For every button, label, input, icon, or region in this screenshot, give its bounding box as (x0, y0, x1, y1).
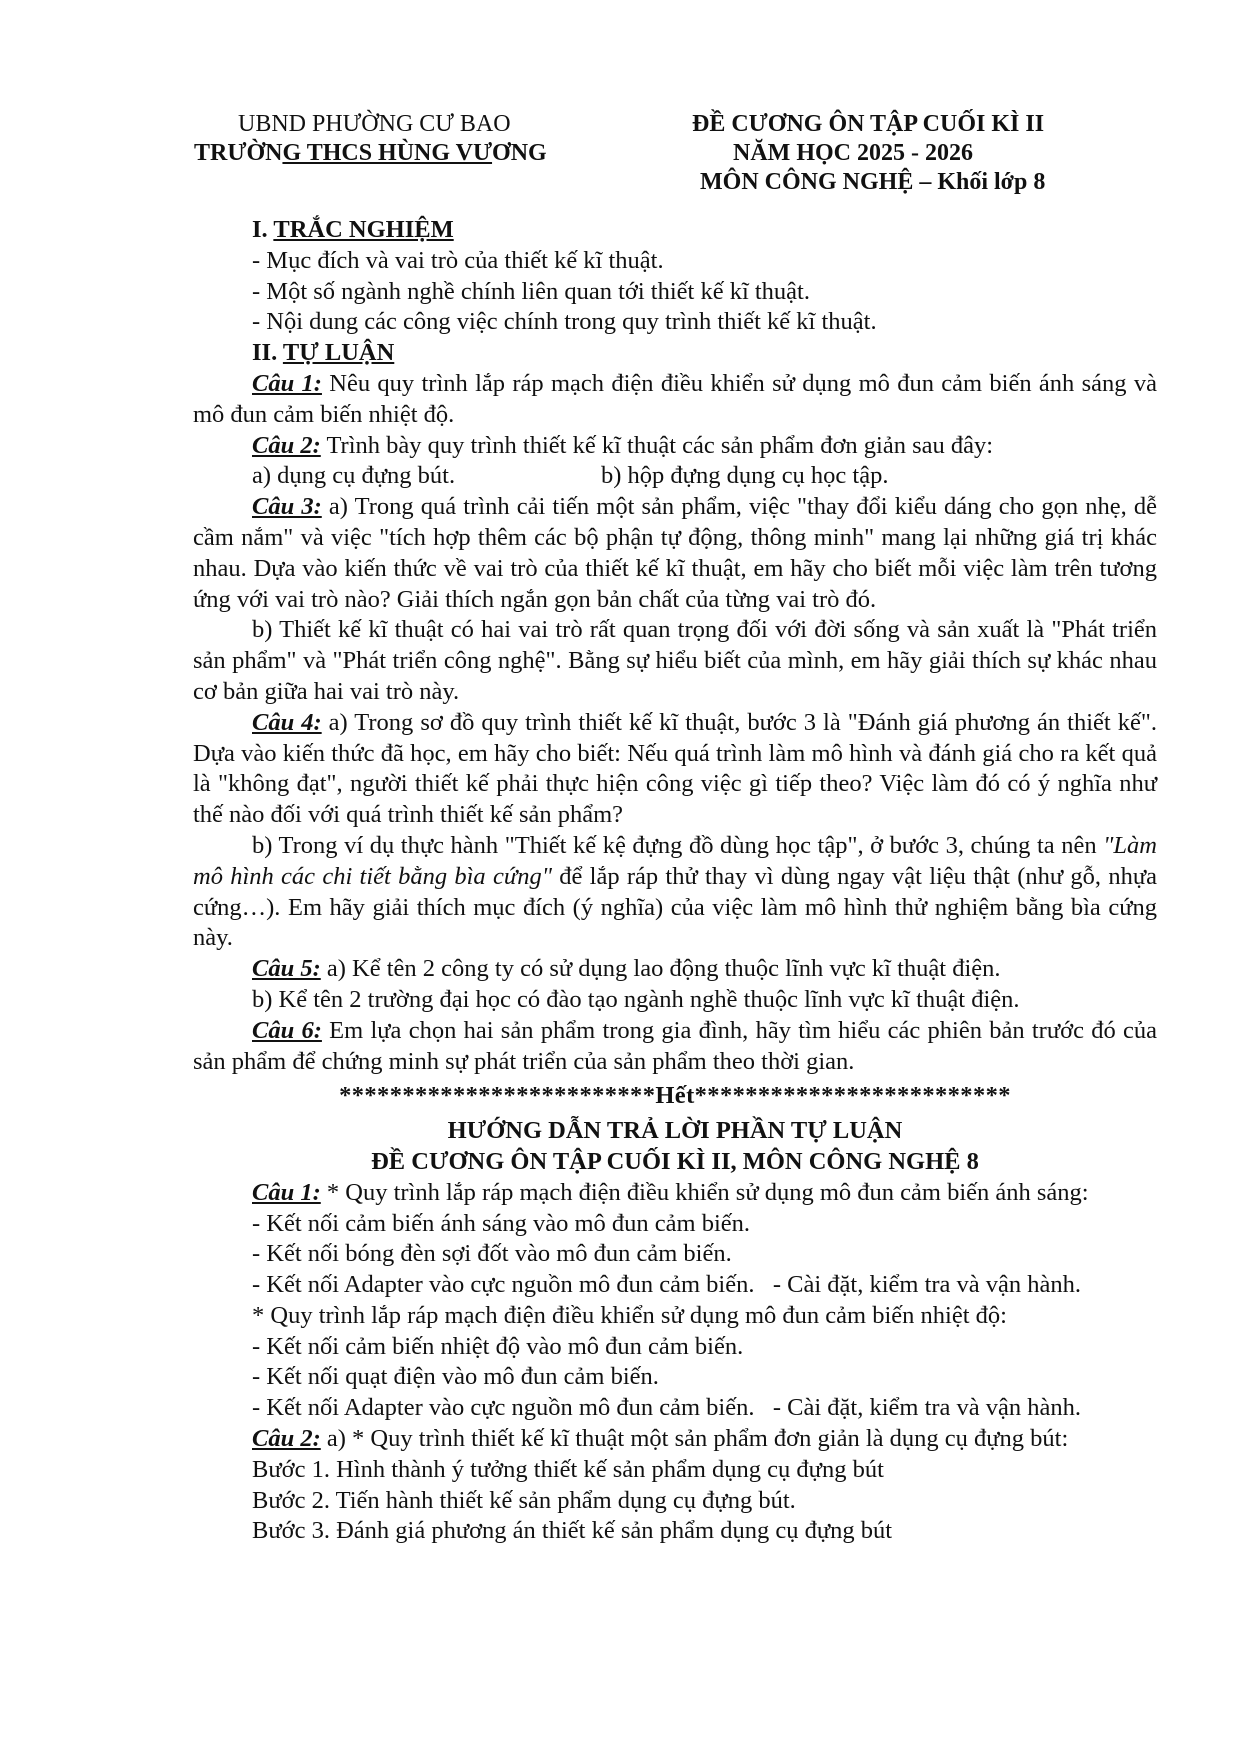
answer-2-intro (193, 1424, 1157, 1455)
question-5b: b) Kể tên 2 trường đại học có đào tạo ngành nghề thuộc lĩnh vực kĩ thuật điện. (252, 985, 1020, 1013)
question-6 (193, 1016, 1157, 1078)
question-label: Câu 3: (252, 493, 322, 521)
question-1 (193, 369, 1157, 431)
question-3a (193, 492, 1157, 615)
stars-left: ************************* (339, 1082, 656, 1110)
answer-step: Bước 1. Hình thành ý tưởng thiết kế sản phẩm dụng cụ đựng bút (252, 1455, 884, 1483)
section-title: TRẮC NGHIỆM (273, 216, 454, 243)
stars-right: ************************* (694, 1082, 1011, 1110)
answer-subintro: * Quy trình lắp ráp mạch điện điều khiển sử dụng mô đun cảm biến nhiệt độ: (252, 1301, 1007, 1329)
guide-title: HƯỚNG DẪN TRẢ LỜI PHẦN TỰ LUẬN (447, 1117, 903, 1145)
question-text: để lắp ráp thử thay vì dùng ngay vật liệu thật (như gỗ, nhựa cứng…). Em hãy giải thích mục đích (ý nghĩa) của việc làm mô hình thử nghiệm bằng bìa cứng này. (193, 862, 1157, 952)
question-label: Câu 5: (252, 955, 321, 983)
question-text: a) Trong sơ đồ quy trình thiết kế kĩ thuật, bước 3 là "Đánh giá phương án thiết kế". Dựa vào kiến thức đã học, em hãy cho biết: Nếu quá trình làm mô hình và đánh giá cho ra kết quả là "không đạt", người thiết kế phải thực hiện công việc gì tiếp theo? Việc làm đó có ý nghĩa như thế nào đối với quá trình thiết kế sản phẩm? (193, 708, 1157, 829)
question-quote: "Làm mô hình các chi tiết bằng bìa cứng" (193, 831, 1157, 890)
question-label: Câu 4: (252, 708, 322, 736)
answer-1-intro (193, 1178, 1157, 1209)
question-label: Câu 2: (252, 431, 321, 459)
question-label: Câu 6: (252, 1016, 322, 1044)
question-text: a) Kể tên 2 công ty có sử dụng lao động thuộc lĩnh vực kĩ thuật điện. (320, 955, 1001, 983)
option-b: b) hộp đựng dụng cụ học tập. (601, 462, 889, 490)
section-number: II. (252, 339, 278, 367)
question-4a (193, 708, 1157, 831)
section-heading-essay (193, 338, 1157, 369)
subject-line: MÔN CÔNG NGHỆ – Khối lớp 8 (700, 169, 1046, 195)
answer-text: * Quy trình lắp ráp mạch điện điều khiển sử dụng mô đun cảm biến ánh sáng: (320, 1178, 1089, 1206)
answer-step: Bước 3. Đánh giá phương án thiết kế sản phẩm dụng cụ đựng bút (252, 1517, 893, 1545)
school-name-underlined: G THCS HÙNG VƯ (282, 140, 493, 166)
section-title: TỰ LUẬN (282, 339, 395, 367)
end-word: Hết (655, 1082, 695, 1110)
guide-subtitle: ĐỀ CƯƠNG ÔN TẬP CUỐI KÌ II, MÔN CÔNG NGHỆ 8 (371, 1147, 979, 1175)
school-name-part: ƠNG (492, 140, 547, 166)
answer-step: - Kết nối Adapter vào cực nguồn mô đun cảm biến. (252, 1394, 755, 1422)
question-text: Nêu quy trình lắp ráp mạch điện điều khiển sử dụng mô đun cảm biến ánh sáng và mô đun cảm biến nhiệt độ. (193, 369, 1157, 428)
answer-step-pair (193, 1270, 1157, 1301)
topic-item: - Mục đích và vai trò của thiết kế kĩ thuật. (252, 246, 664, 274)
question-2 (193, 431, 1157, 462)
question-5a (193, 954, 1157, 985)
topic-item: - Nội dung các công việc chính trong quy trình thiết kế kĩ thuật. (252, 308, 877, 336)
school-year: NĂM HỌC 2025 - 2026 (733, 140, 973, 166)
question-text: Trình bày quy trình thiết kế kĩ thuật các sản phẩm đơn giản sau đây: (320, 431, 994, 459)
question-text: b) Trong ví dụ thực hành "Thiết kế kệ đựng đồ dùng học tập", ở bước 3, chúng ta nên (252, 831, 1104, 859)
authority-name: UBND PHƯỜNG CƯ BAO (238, 111, 511, 137)
topic-item: - Một số ngành nghề chính liên quan tới thiết kế kĩ thuật. (252, 277, 810, 305)
answer-step: - Kết nối quạt điện vào mô đun cảm biến. (252, 1363, 659, 1391)
question-text: Em lựa chọn hai sản phẩm trong gia đình, hãy tìm hiểu các phiên bản trước đó của sản phẩm để chứng minh sự phát triển của sản phẩm theo thời gian. (193, 1016, 1157, 1075)
question-2-options (193, 461, 1157, 492)
answer-step: - Cài đặt, kiểm tra và vận hành. (772, 1394, 1082, 1422)
outline-title: ĐỀ CƯƠNG ÔN TẬP CUỐI KÌ II (692, 111, 1045, 137)
question-label: Câu 1: (252, 369, 322, 397)
question-text: a) Trong quá trình cải tiến một sản phẩm, việc "thay đổi kiểu dáng cho gọn nhẹ, dễ cầm nắm" và việc "tích hợp thêm các bộ phận tự động, thông minh" mang lại những giá trị khác nhau. Dựa vào kiến thức về vai trò của thiết kế kĩ thuật, em hãy cho biết mỗi việc làm trên tương ứng với vai trò nào? Giải thích ngắn gọn bản chất của từng vai trò đó. (193, 493, 1157, 613)
question-3b: b) Thiết kế kĩ thuật có hai vai trò rất quan trọng đối với đời sống và sản xuất là "Phát triển sản phẩm" và "Phát triển công nghệ". Bằng sự hiểu biết của mình, em hãy giải thích sự khác nhau cơ bản giữa hai vai trò này. (193, 616, 1157, 705)
option-a: a) dụng cụ đựng bút. (252, 462, 456, 490)
answer-step: - Kết nối cảm biến ánh sáng vào mô đun cảm biến. (252, 1209, 751, 1237)
answer-step: - Kết nối Adapter vào cực nguồn mô đun cảm biến. (252, 1271, 755, 1299)
school-name (194, 139, 547, 167)
section-heading-multiple-choice (193, 215, 1157, 246)
answer-step: - Cài đặt, kiểm tra và vận hành. (772, 1271, 1082, 1299)
section-number: I. (252, 216, 268, 243)
answer-label: Câu 2: (252, 1425, 321, 1453)
answer-step: - Kết nối cảm biến nhiệt độ vào mô đun cảm biến. (252, 1332, 744, 1360)
answer-step: - Kết nối bóng đèn sợi đốt vào mô đun cảm biến. (252, 1240, 732, 1268)
document-body (193, 215, 1157, 1547)
question-4b (193, 831, 1157, 954)
answer-step-pair (193, 1393, 1157, 1424)
end-marker (193, 1081, 1157, 1112)
school-name-part: TRƯỜN (194, 140, 283, 166)
answer-step: Bước 2. Tiến hành thiết kế sản phẩm dụng cụ đựng bút. (252, 1486, 796, 1514)
answer-text: a) * Quy trình thiết kế kĩ thuật một sản phẩm đơn giản là dụng cụ đựng bút: (320, 1425, 1069, 1453)
answer-label: Câu 1: (252, 1178, 321, 1206)
